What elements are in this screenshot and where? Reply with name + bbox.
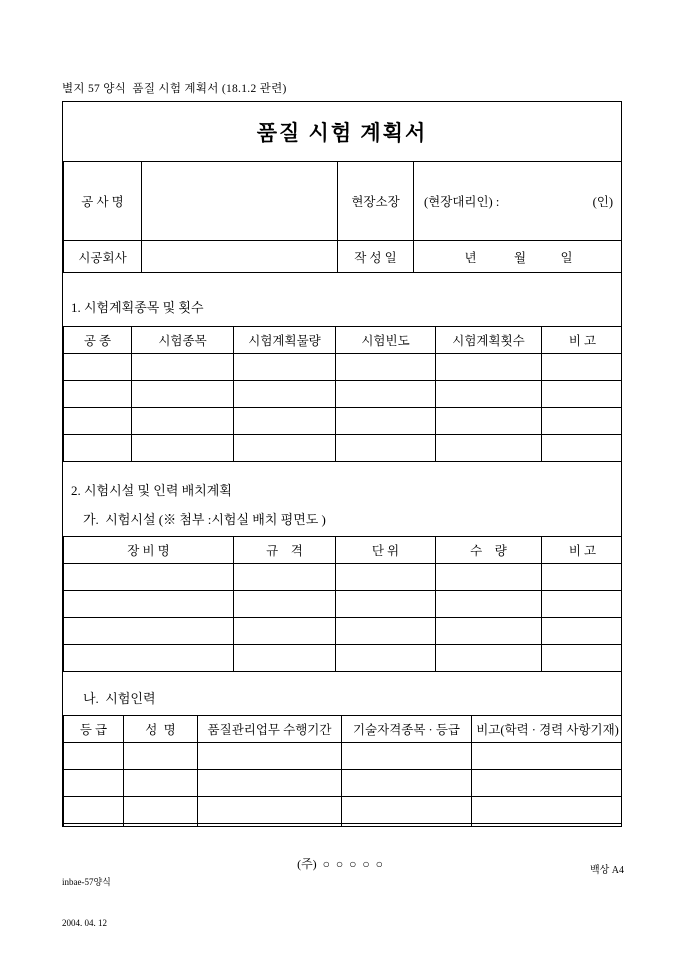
col-header-work-type: 공 종	[64, 327, 132, 354]
footer-company: (주) ○ ○ ○ ○ ○	[297, 857, 383, 871]
empty-cell	[336, 408, 436, 435]
col-header-equipment-name: 장 비 명	[64, 537, 234, 564]
footer-paper-size: 백상 A4	[589, 865, 624, 876]
col-header-planned-quantity: 시험계획물량	[234, 327, 336, 354]
empty-cell	[472, 824, 623, 828]
personnel-empty-row	[64, 797, 623, 824]
empty-cell	[436, 645, 542, 672]
empty-cell	[64, 645, 234, 672]
empty-cell	[132, 354, 234, 381]
empty-cell	[198, 824, 342, 828]
contractor-value	[142, 241, 338, 273]
facility-empty-row	[64, 618, 623, 645]
col-header-remarks: 비 고	[542, 537, 623, 564]
col-header-test-frequency: 시험빈도	[336, 327, 436, 354]
empty-cell	[336, 564, 436, 591]
empty-cell	[472, 743, 623, 770]
empty-cell	[198, 770, 342, 797]
empty-cell	[64, 564, 234, 591]
test-plan-table	[63, 326, 622, 462]
contractor-label: 시공회사	[64, 241, 142, 273]
empty-cell	[64, 435, 132, 462]
empty-cell	[342, 770, 472, 797]
empty-cell	[542, 618, 623, 645]
empty-cell	[542, 645, 623, 672]
empty-cell	[64, 824, 124, 828]
empty-cell	[234, 435, 336, 462]
col-header-specification: 규 격	[234, 537, 336, 564]
test-plan-empty-row	[64, 435, 623, 462]
form-reference-label: 별지 57 양식 품질 시험 계획서 (18.1.2 관련)	[62, 83, 287, 95]
empty-cell	[342, 743, 472, 770]
section2b-title: 나. 시험인력	[83, 691, 156, 706]
empty-cell	[472, 797, 623, 824]
form-date-text: 2004. 04. 12	[62, 917, 107, 928]
col-header-name: 성 명	[124, 716, 198, 743]
empty-cell	[436, 435, 542, 462]
empty-cell	[64, 797, 124, 824]
empty-cell	[64, 770, 124, 797]
empty-cell	[124, 770, 198, 797]
empty-cell	[124, 797, 198, 824]
empty-cell	[436, 408, 542, 435]
empty-cell	[336, 435, 436, 462]
empty-cell	[542, 564, 623, 591]
col-header-test-item: 시험종목	[132, 327, 234, 354]
empty-cell	[124, 743, 198, 770]
personnel-empty-row	[64, 824, 623, 828]
form-title: 품질 시험 계획서	[256, 121, 428, 145]
empty-cell	[234, 645, 336, 672]
facility-empty-row	[64, 564, 623, 591]
empty-cell	[234, 354, 336, 381]
empty-cell	[336, 618, 436, 645]
test-personnel-table	[63, 715, 622, 827]
col-header-remarks-edu-career: 비고(학력 · 경력 사항기재)	[472, 716, 623, 743]
section2a-title: 가. 시험시설 (※ 첨부 :시험실 배치 평면도 )	[83, 512, 326, 527]
empty-cell	[542, 591, 623, 618]
test-facility-table	[63, 536, 622, 672]
empty-cell	[542, 381, 623, 408]
empty-cell	[234, 591, 336, 618]
site-manager-label: 현장소장	[338, 162, 414, 241]
info-row-contractor	[64, 241, 623, 273]
construction-name-value	[142, 162, 338, 241]
empty-cell	[132, 381, 234, 408]
deputy-manager-label: (현장대리인) :	[424, 195, 500, 209]
seal-label: (인)	[592, 195, 613, 209]
col-header-quantity: 수 량	[436, 537, 542, 564]
section1-title: 1. 시험계획종목 및 횟수	[71, 300, 204, 315]
info-row-construction	[64, 162, 623, 241]
empty-cell	[234, 564, 336, 591]
facility-empty-row	[64, 645, 623, 672]
empty-cell	[472, 770, 623, 797]
test-plan-header-row	[64, 327, 623, 354]
empty-cell	[124, 824, 198, 828]
col-header-grade: 등 급	[64, 716, 124, 743]
facility-empty-row	[64, 591, 623, 618]
col-header-unit: 단 위	[336, 537, 436, 564]
empty-cell	[64, 408, 132, 435]
test-plan-empty-row	[64, 381, 623, 408]
facility-header-row	[64, 537, 623, 564]
personnel-empty-row	[64, 743, 623, 770]
empty-cell	[198, 797, 342, 824]
empty-cell	[336, 381, 436, 408]
empty-cell	[64, 743, 124, 770]
empty-cell	[198, 743, 342, 770]
personnel-header-row	[64, 716, 623, 743]
empty-cell	[436, 618, 542, 645]
empty-cell	[336, 591, 436, 618]
empty-cell	[542, 435, 623, 462]
col-header-license-type-grade: 기술자격종목 · 등급	[342, 716, 472, 743]
empty-cell	[542, 354, 623, 381]
form-id-text: inbae-57양식	[62, 877, 111, 887]
empty-cell	[234, 618, 336, 645]
empty-cell	[234, 408, 336, 435]
section2-title: 2. 시험시설 및 인력 배치계획	[71, 483, 232, 498]
empty-cell	[64, 591, 234, 618]
site-manager-cell	[414, 162, 623, 241]
construction-name-label: 공 사 명	[64, 162, 142, 241]
test-plan-empty-row	[64, 354, 623, 381]
empty-cell	[64, 381, 132, 408]
empty-cell	[64, 354, 132, 381]
written-date-value: 년 월 일	[414, 241, 623, 273]
col-header-planned-count: 시험계획횟수	[436, 327, 542, 354]
info-table	[63, 161, 622, 273]
written-date-label: 작 성 일	[338, 241, 414, 273]
col-header-qc-work-period: 품질관리업무 수행기간	[198, 716, 342, 743]
test-plan-empty-row	[64, 408, 623, 435]
empty-cell	[542, 408, 623, 435]
empty-cell	[234, 381, 336, 408]
empty-cell	[436, 381, 542, 408]
empty-cell	[64, 618, 234, 645]
empty-cell	[132, 408, 234, 435]
empty-cell	[342, 797, 472, 824]
empty-cell	[436, 564, 542, 591]
personnel-empty-row	[64, 770, 623, 797]
empty-cell	[342, 824, 472, 828]
empty-cell	[436, 354, 542, 381]
empty-cell	[132, 435, 234, 462]
form-box	[62, 101, 622, 827]
empty-cell	[336, 354, 436, 381]
empty-cell	[436, 591, 542, 618]
empty-cell	[336, 645, 436, 672]
col-header-remarks: 비 고	[542, 327, 623, 354]
